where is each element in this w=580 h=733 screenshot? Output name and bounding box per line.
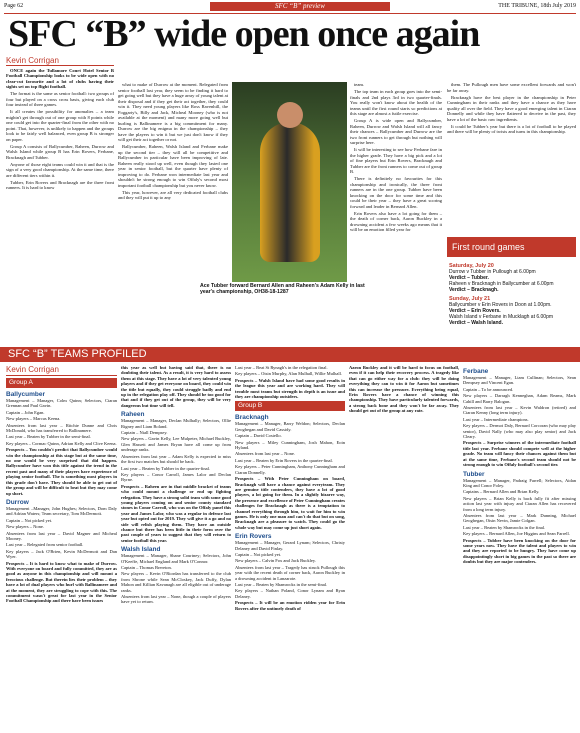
team-prospects: Prospects – Walsh Island have had some good results in the league this year and are working hard. They will trouble most teams but strength in depth is an issue and they are championship outsiders. <box>235 377 345 400</box>
fixture-line: Walsh Island v Ferbane in Mucklagh at 6.00pm <box>449 314 554 320</box>
team-detail: Absentees from last year – Tragedy has struck Pullough this year with the recent death of corner back, Aaron Buckley in a drowning accident in Lanzarote. <box>235 564 345 581</box>
team-detail: Key players – Dermot Daly, Bernard Corcoran (who may play senior), David Nally (who may also play senior) and Jack Cleary. <box>463 423 576 440</box>
profiles-column-2 <box>121 365 231 606</box>
team-detail: Last year – Beaten by Tubber in the quarter-final. <box>121 465 211 471</box>
team-prospects: Prospects – Tubber have been knocking on the door for some years now. They have the talent and players to win and they are reported to be hungry. They have come up disappointingly short in big games in the past so there are doubts but they are major contenders. <box>463 537 576 565</box>
team-detail: Absentees from last year – Mark Dunning, Michael Geoghegan, Oisin Nevin, Jamie Colgan. <box>463 512 576 524</box>
paragraph: team. <box>354 82 365 87</box>
team-detail: New players – Miley Cunningham, Josh Mahon, Eoin Hyland. <box>235 439 345 451</box>
paragraph: Erin Rovers also have a lot going for them – the death of corner back, Aaron Buckley in a drowning accident a few weeks ago means that it will be an emotion filled year for <box>350 210 442 232</box>
team-detail: Absentees from last year – Ritchie Dunne and Chris McDonald, who has transferred to Ballinamere. <box>6 422 117 434</box>
team-detail: Management – Manager, Barry Weldon; Selectors, Declan Geoghegan and David Cassidy. <box>235 421 345 432</box>
team-name: Bracknagh <box>235 414 269 422</box>
team-detail: Management – Manager, Gerard Lynam; Selectors, Christy Delaney and David Finlay. <box>235 540 345 551</box>
team-detail: Management – Manager, Liam Cullinan; Selectors, Sean Dempsey and Vincent Egan. <box>463 375 576 386</box>
paragraph: The format is the same as senior football: two groups of four but played on a cross cross basis, giving each club four instead of three games. <box>6 91 114 107</box>
profiles-column-5 <box>463 365 576 566</box>
fixture-verdict: Verdict – Bracknagh. <box>449 287 499 293</box>
fixture-line: Durrow v Tubber in Pullough at 6.00pm <box>449 269 536 275</box>
profiles-column-1 <box>6 365 117 605</box>
team-name: Walsh Island <box>121 546 161 554</box>
team-detail: Key players – Nathan Poland, Conor Lynam and Ryan Delaney. <box>235 588 345 599</box>
team-detail: Absentees from last year – None, though a couple of players have yet to return. <box>121 594 231 605</box>
paragraph: It will be interesting to see how Ferbane fare in the higher grade. They have a big pick and a lot of fine players but Erin Rovers, Bracknagh and Tubber are the front runners to come out of group B. <box>350 147 442 174</box>
paragraph: Group A consists of Ballycumber, Raheen, Durrow and Walsh Island while group B has Erin Rovers, Ferbane, Bracknagh and Tubber. <box>6 143 114 160</box>
fixture-date: Sunday, July 21 <box>449 296 491 302</box>
team-detail: New players – None. <box>6 524 44 530</box>
team-detail: Key players – Jack O'Brien, Kevin McDermott and Dan Wyer. <box>6 548 117 560</box>
team-detail: New players – Calvin Fox and Jack Buckley. <box>235 558 316 564</box>
headline: SFC “B” wide open once again <box>8 13 480 55</box>
team-detail: Captain – To be announced. <box>463 386 514 392</box>
team-prospects: Prospects – It will be an emotion ridden year for Erin Rovers after the untimely death of <box>235 600 345 611</box>
team-detail: Captain – David Costello. <box>235 433 282 439</box>
profiles-column-4 <box>349 365 459 415</box>
team-detail: New players – Brian Kelly is back fully fit after missing action last year with injury and Ciaran Allen has recovered from a long term injury. <box>463 495 576 512</box>
paragraph: It all creates the possibility for anomalies – a team mightn't get through out of one group with 8 points while one could get into the quarter-final from the other with no point. That, however, is unlikely to happen and the groups look to be fairly well balanced, even group B is stronger on paper. <box>6 109 114 142</box>
fixtures-list <box>449 260 576 326</box>
article-column-3 <box>350 82 442 234</box>
team-detail: Captain – Not picked yet. <box>6 517 53 523</box>
team-detail: Last year – Beat St Rynagh's in the relegation final. <box>235 365 328 370</box>
player-head <box>277 102 303 128</box>
article-column-4 <box>447 82 576 136</box>
team-detail: Last year – Intermediate champions. <box>463 416 529 422</box>
team-prospects: Prospects – You couldn't predict that Ballycumber would win the championship at this stage but at the same time, no one would be very surprised that did happen. Ballycumber have won this title against the trend in the recent past and many of their players have experience of playing senior football. The is something most players in this grade don't have. They should be able to get out of the group and will be difficult to beat but they may come up short. <box>6 447 117 496</box>
paragraph: This year, however, are all very dedicated football clubs and they will put it up to any <box>118 189 228 200</box>
team-detail: Management – Manager, Padraig Farrell; Selectors, Aidan King and Conor Foley. <box>463 477 576 488</box>
team-detail: Key players – Oisin Murphy, Alan Mulhall, Willie Mulhall. <box>235 371 343 377</box>
paragraph: The top team in each group goes into the semi-finals and 2nd plays 3rd in two quarter-finals. You really won't know about the health of the teams until the first round starts so predictions at this stage are almost a futile exercise. <box>350 89 442 116</box>
intro-paragraph: ONCE again the Tullamore Court Hotel Senior B Football Championship looks to be wide open with no clear-cut favourite and a lot of clubs having their sights set on top flight football. <box>6 67 114 89</box>
team-detail: Captain – Thomas Brereton. <box>121 565 172 570</box>
team-detail: Key players – Bernard Allen, Joe Higgins and Sean Farrell. <box>463 531 570 537</box>
paragraph: Group A is wide open and Ballycumber, Raheen, Durrow and Walsh Island will all fancy their chances – Ballycumber and Durrow are the two front runners to get through but nothing will surprise here. <box>350 118 442 145</box>
team-detail: New players – Darragh Kenneghan, Adam Reams, Mark Cahill and Barry Balogun. <box>463 393 576 404</box>
fixture-verdict: Verdict – Erin Rovers. <box>449 308 501 314</box>
photo-caption: Ace Tubber forward Bernard Allen and Raheen's Adam Kelly in last year's championship, OH38-18-1287 <box>200 283 365 295</box>
group-a-header: Group A <box>6 378 117 388</box>
group-b-header: Group B <box>235 401 345 411</box>
team-prospects: Prospects – With Peter Cunningham on board, Bracknagh will have a chance against everyteam. They are genuine title contenders, they have a lot of good players, a lot going for them. In a slightly bizarre way, the presence and excellence of Peter Cunningham creates challenges for Bracknagh as there is a temptation to channel everything through him, to wait for him to win games. He is only one man and can't do that but on song, Bracknagh are a pleasure to watch. They could go the whole way but may come up just short again. <box>235 476 345 530</box>
article-column-1 <box>6 58 114 192</box>
paragraph: what to make of Durrow at the moment. Relegated from senior football last year, they seem to be finding it hard to get going well but they have a huge array of young talent at their disposal and if they get their act together, they could win it. They need young players like Ross Ravenhill, the Foggarty's, Billy and Jack, Micheal Mooney (who is not available at the moment) and many more going well but hurling is Ballinamere is a big commitment for many. Durrow are the big enigma in the championship – they have the players to win it but we just don't know if they will get their act together or not. <box>118 82 228 142</box>
team-detail: Captain – Not picked yet. <box>235 551 282 557</box>
team-detail: Absentees from last year – None. <box>235 451 295 457</box>
byline: Kevin Corrigan <box>6 58 114 66</box>
team-name: Erin Rovers <box>235 533 272 541</box>
fixture-verdict: Verdict – Walsh Island. <box>449 320 503 326</box>
team-prospects: Prospects – Raheen are in that middle bracket of teams who could mount a challenge or end up fighting relegation. They have a strong solid team with some good young players coming on and senior county standard stones in Conor Carroll, who was on the Offaly panel this year and James Lalor, who was a regular in defence last year but opted out for 2019. They will give it a go and no side will relish playing them. They have an outside chance but there has been little in their form over the past couple of years to suggest that they will return to senior football this year. <box>121 483 231 543</box>
team-detail: Last year – Beaten by Shamrocks in the semi-final. <box>235 582 328 587</box>
team-detail: Key players – Cormac Quinn, Adrian Kelly and Clive Keena. <box>6 440 117 446</box>
team-detail: Management –Manager, John Hughes; Selectors, Dom Daly and Adrian Waters; Team secretary, Tom McDermott. <box>6 505 117 517</box>
team-detail: Key players – Conor Carroll, James Lalor and Declan Byrne. <box>121 471 231 483</box>
team-detail: Last year – Relegated from senior football. <box>6 542 84 548</box>
team-detail: New players – Kevin O'Riordan has transferred to the club from Shrone while Sean McCloskey, Jack Duffy, Dylan Mahon and Killian Kavanagh are all eligible out of underage ranks. <box>121 571 231 593</box>
page-number: Page 62 <box>4 3 24 9</box>
teams-profiled-banner: SFC “B” TEAMS PROFILED <box>0 347 580 362</box>
team-detail: Captains – Bernard Allen and Brian Kelly. <box>463 489 540 495</box>
issue-date: THE TRIBUNE, 18th July 2019 <box>498 3 576 9</box>
fixtures-header: First round games <box>447 237 576 257</box>
fixture-line: Raheen v Bracknagh in Ballycumber at 6.00pm <box>449 281 554 287</box>
section-label: SFC “B” preview <box>210 2 390 11</box>
team-detail: Last year – Beaten by Shamrocks in the final. <box>463 524 546 530</box>
paragraph: Anyone of those eight teams could win it and that is the sign of a very good championship. At the same time, there are different tiers within it. <box>6 161 114 178</box>
team-detail: Absentees from last year – Kevin Waldron (retired) and Ciaran Kenny (long term injury). <box>463 405 576 416</box>
fixture-verdict: Verdict – Tubber. <box>449 275 489 281</box>
team-prospects: Prospects – Surprise winners of the intermediate football title last year. Ferbane should compete well at the higher grade. No team will fancy their chances against them but at the same time, Ferbane's second team should not be strong enough to win Offaly football's second tier. <box>463 440 576 468</box>
team-detail: New players – Marcus Keena. <box>6 416 61 422</box>
paragraph: Ballycumber, Raheen, Walsh Island and Ferbane make up the second tier – they will all be competitive and Ballycumber in particular have been improving of late. Raheen really stood up well, even though they lasted one year in senior football, but the quarter have plenty of improving to do. Ferbane won intermediate last year and shouldn't be strong enough to win Offaly's second most important football championship but you never know. <box>118 144 228 188</box>
team-detail: Management – Manager, Colm Quinn; Selectors, Ciaran Grennan and Paul Gavin. <box>6 398 117 409</box>
paragraph: Tubber, Erin Rovers and Bracknagh are the three front runners. It is hard to know <box>6 179 114 190</box>
team-name: Raheen <box>121 411 145 419</box>
team-detail: Last year – Beaten by Erin Rovers in the quarter-final. <box>235 457 333 463</box>
team-name: Ferbane <box>463 368 489 375</box>
team-detail: New players – Gavin Kelly, Lee Mulpeter, Michael Buckley, Glen Hassett and James Bryan have all come up from underage ranks. <box>121 436 231 453</box>
paragraph: There is definitely no favourites for this championship and ironically, the three front runners are in the one group. Tubber have been knocking on the door for some time and this could be their year – they have a great scoring forward and leader in Bernard Allen. <box>350 176 442 209</box>
paragraph: them. The Pullough men have some excellent forwards and won't be far away. <box>447 82 576 93</box>
match-photo <box>232 82 347 282</box>
profiles-column-3 <box>235 365 345 612</box>
fixture-line: Ballycumber v Erin Rovers in Doon at 1.00pm. <box>449 302 552 308</box>
team-detail: Absentees from last year – Adam Kelly is expected to miss the first two matches but should be back. <box>121 453 231 465</box>
article-column-2 <box>118 82 228 202</box>
paragraph: Bracknagh have the best player in the championship in Peter Cunningham in their ranks and they have a chance as they have quality all over the field. They have a good emerging talent in Ciaran Donnelly and while they have flattered to deceive in the past, they have a lot of the basic raw ingredients. <box>447 94 576 122</box>
team-detail: Absentees from last year – David Magner and Micheal Mooney. <box>6 530 117 541</box>
team-name: Tubber <box>463 470 485 478</box>
byline: Kevin Corrigan <box>6 365 117 376</box>
team-prospects: Prospects – It is hard to know what to make of Durrow. With everyone on board and fully committed, they are as good as anyone in this championship and will mount a ferocious challenge. But therein lies their problem – they have a lot of dual players who hurl with Ballinamere and at the moment, they are struggling to cope with this. The commitment wasn't great for last year in the Senior Football Championship and there have been issues <box>6 560 117 604</box>
team-prospects-cont: this year as well but having said that, there is no doubting their talent. As a result, it is very hard to assess them at this stage. They have a lot of very talented young players and if they get everyone on board, they could win the title but equally, they could struggle badly and end up in the relegation play off. They should be too good for that and if they get out of the group, they will be very dangerous but time will tell. <box>121 365 231 408</box>
paragraph: It could be Tubber's year but there is a lot of football to be played and there will be plenty of twists and turns in this championship. <box>447 123 576 134</box>
team-prospects-cont: Aaron Buckley and it will be hard to focus on football, even if it can help their recovery process. A tragedy like that can go either way for a club: they will be doing everything they can to win it for Aaron but sometimes this can increase the pressure. Everything being equal, Erin Rovers have a chance of winning this championship. They have particularly talented forwards, a strong back bone and they won't be far away. They should get out of the group at any rate. <box>349 365 459 414</box>
team-name: Durrow <box>6 498 29 506</box>
team-detail: Captain – John Egan. <box>6 409 45 415</box>
fixture-date: Saturday, July 20 <box>449 263 494 269</box>
team-name: Ballycumber <box>6 391 46 398</box>
player-figure <box>260 122 320 262</box>
team-detail: Last year – Beaten by Tubber in the semi-final. <box>6 434 91 440</box>
team-detail: Key players – Peter Cunningham, Anthony Cunningham and Ciaran Donnelly. <box>235 464 345 475</box>
team-detail: Management – Manager, Shane Courtney; Selectors, John O'Keeffe, Michael England and Mark O'Connor. <box>121 553 231 564</box>
team-detail: Management – Manager, Declan Mulhally; Selectors, Ollie Rigney and Liam Boland. <box>121 418 231 429</box>
team-detail: Captain – Niall Dempsey. <box>121 430 168 436</box>
